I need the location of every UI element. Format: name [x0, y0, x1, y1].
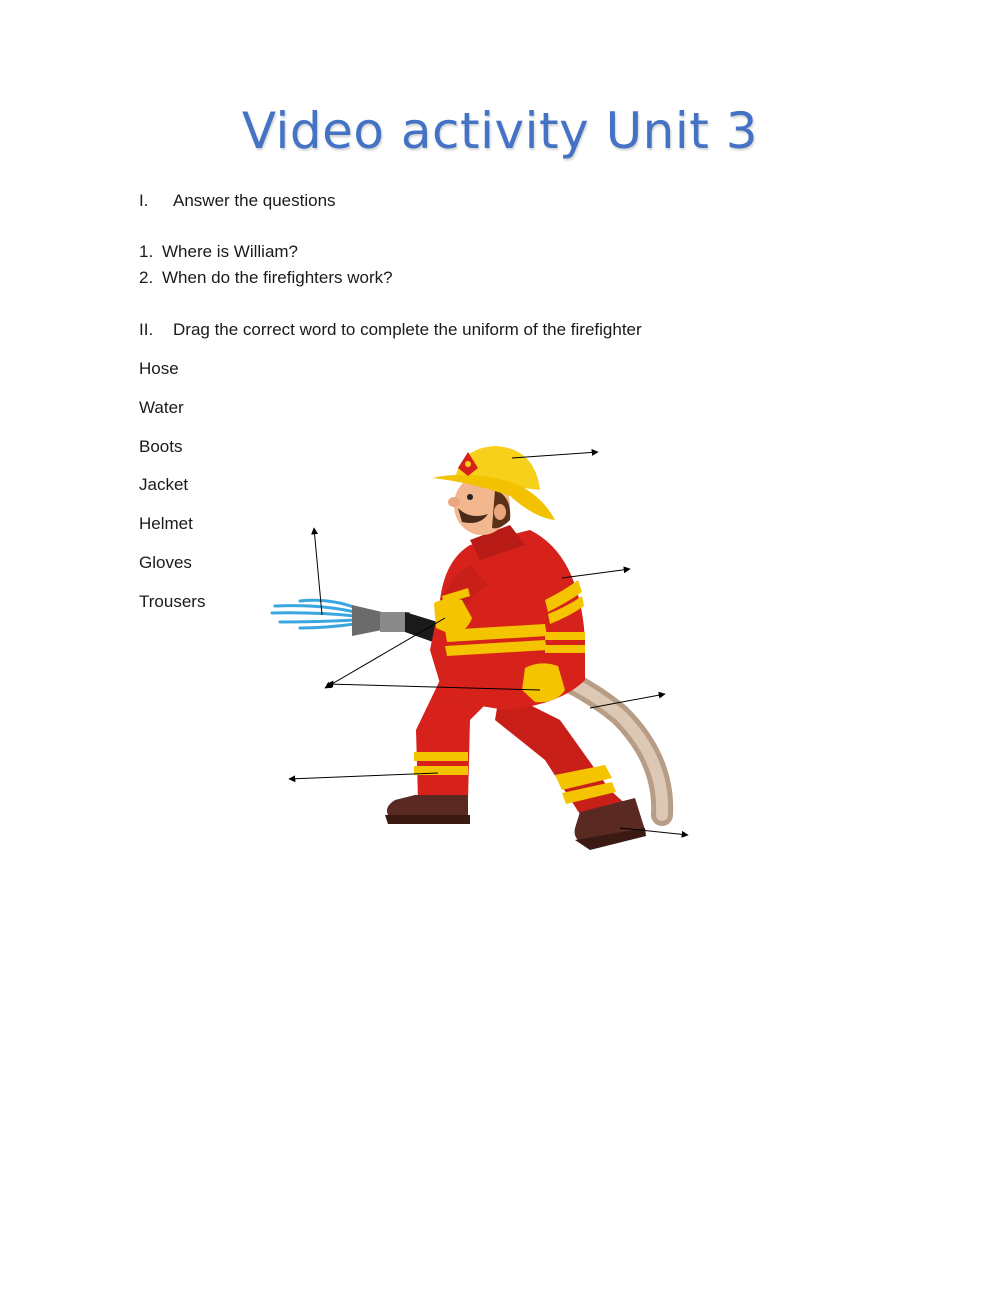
question-1-text: Where is William?	[162, 242, 299, 261]
water-spray	[272, 600, 356, 628]
firefighter-illustration	[260, 430, 710, 860]
section-1-heading: Answer the questions	[173, 191, 336, 210]
word-jacket[interactable]: Jacket	[139, 475, 189, 494]
word-water[interactable]: Water	[139, 398, 184, 417]
section-2-heading: Drag the correct word to complete the uniform of the firefighter	[173, 320, 642, 339]
section-2-numeral: II.	[139, 320, 154, 339]
page-title: Video activity Unit 3	[241, 102, 759, 160]
question-1-number: 1.	[139, 242, 154, 261]
question-2-number: 2.	[139, 268, 154, 287]
question-2-text: When do the firefighters work?	[162, 268, 393, 287]
word-trousers[interactable]: Trousers	[139, 592, 206, 611]
word-boots[interactable]: Boots	[139, 437, 183, 456]
word-gloves[interactable]: Gloves	[139, 553, 192, 572]
section-1-numeral: I.	[139, 191, 149, 210]
word-helmet[interactable]: Helmet	[139, 514, 193, 533]
boot-front	[387, 795, 468, 818]
word-hose[interactable]: Hose	[139, 359, 179, 378]
